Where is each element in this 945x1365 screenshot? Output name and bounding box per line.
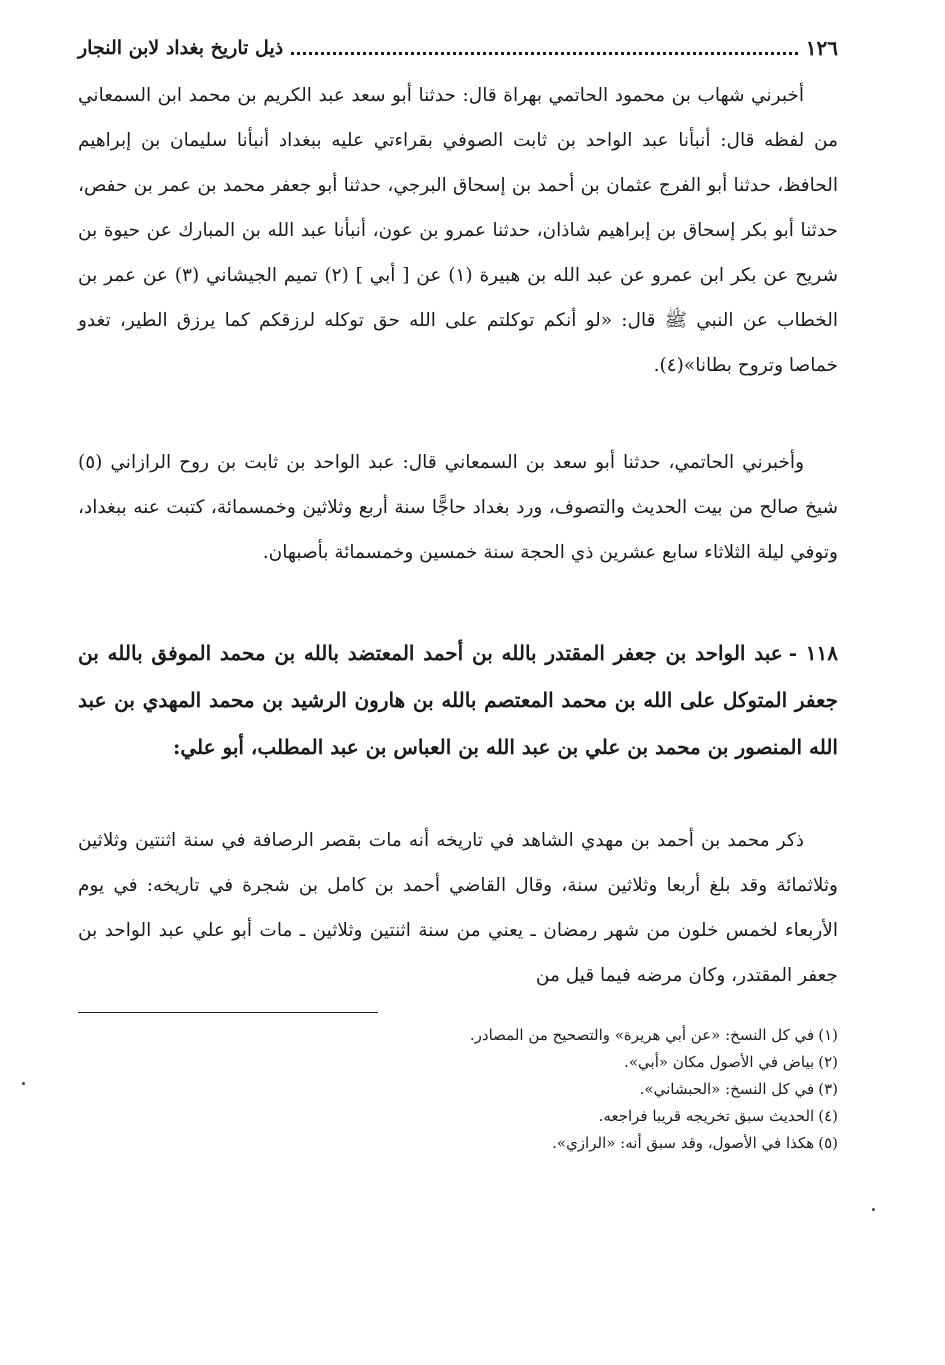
footnote-text: في كل النسخ: «الحبشاني». [639, 1080, 815, 1098]
footnote-number: (٥) [818, 1134, 838, 1152]
page-number: ١٢٦ [805, 36, 838, 60]
footnote-number: (٣) [818, 1080, 838, 1098]
footnote-text: الحديث سبق تخريجه قريبا فراجعه. [598, 1107, 815, 1125]
footnote-separator [78, 1012, 378, 1013]
footnote-number: (٢) [818, 1053, 838, 1071]
footnote-text: هكذا في الأصول، وقد سبق أنه: «الرازي». [552, 1134, 815, 1152]
leader-dots [291, 52, 798, 55]
footnote-text: بياض في الأصول مكان «أبي». [624, 1053, 815, 1071]
footnote-number: (٤) [818, 1107, 838, 1125]
book-title: ذيل تاريخ بغداد لابن النجار [78, 37, 284, 59]
footnote-item [78, 1022, 838, 1049]
footnote-item [78, 1076, 838, 1103]
footnote-item [78, 1049, 838, 1076]
paragraph-death-account: ذكر محمد بن أحمد بن مهدي الشاهد في تاريخه أنه مات بقصر الرصافة في سنة اثنتين وثلاثين وثلاثمائة وقد بلغ أربعا وثلاثين سنة، وقال القاضي أحمد بن كامل بن شجرة في تاريخه: في يوم الأربعاء لخمس خلون من شهر رمضان ـ يعني من سنة اثنتين وثلاثين ـ مات أبو علي عبد الواحد بن جعفر المقتدر، وكان مرضه فيما قيل من [78, 830, 838, 986]
footnote-item [78, 1130, 838, 1157]
footnote-item [78, 1103, 838, 1130]
footnotes-list [78, 1022, 838, 1157]
scan-speck [22, 1082, 25, 1085]
entry-name: عبد الواحد بن جعفر المقتدر بالله بن أحمد المعتضد بالله بن محمد الموفق بالله بن جعفر المتوكل على الله بن محمد المعتصم بالله بن هارون الرشيد بن محمد المهدي بن عبد الله المنصور بن محمد بن علي بن عبد الله بن العباس بن عبد المطلب، أبو علي: [78, 641, 838, 759]
footnote-number: (١) [818, 1026, 838, 1044]
footnote-text: في كل النسخ: «عن أبي هريرة» والتصحيح من المصادر. [469, 1026, 815, 1044]
entry-heading [78, 630, 838, 771]
scan-speck [872, 1208, 875, 1211]
running-head [78, 36, 838, 60]
paragraph-biography: وأخبرني الحاتمي، حدثنا أبو سعد بن السمعاني قال: عبد الواحد بن ثابت بن روح الرازاني (٥) شيخ صالح من بيت الحديث والتصوف، ورد بغداد حاجًّا سنة أربع وثلاثين وخمسمائة، كتبت عنه ببغداد، وتوفي ليلة الثلاثاء سابع عشرين ذي الحجة سنة خمسين وخمسمائة بأصبهان. [78, 452, 838, 563]
book-page [78, 0, 838, 1365]
entry-number: ١١٨ - [788, 641, 838, 665]
paragraph-hadith-chain: أخبرني شهاب بن محمود الحاتمي بهراة قال: حدثنا أبو سعد عبد الكريم بن محمد ابن السمعاني من لفظه قال: أنبأنا عبد الواحد بن ثابت الصوفي بقراءتي عليه ببغداد أنبأنا سليمان بن إبراهيم الحافظ، حدثنا أبو الفرج عثمان بن أحمد بن إسحاق البرجي، حدثنا أبو جعفر محمد بن عمر بن حفص، حدثنا أبو بكر إسحاق بن إبراهيم شاذان، حدثنا عمرو بن عون، أنبأنا عبد الله بن المبارك عن حيوة بن شريح عن بكر ابن عمرو عن عبد الله بن هبيرة (١) عن [ أبي ] (٢) تميم الجيشاني (٣) عن عمر بن الخطاب عن النبي ﷺ قال: «لو أنكم توكلتم على الله حق توكله لرزقكم كما يرزق الطير، تغدو خماصا وتروح بطانا»(٤). [78, 85, 839, 376]
